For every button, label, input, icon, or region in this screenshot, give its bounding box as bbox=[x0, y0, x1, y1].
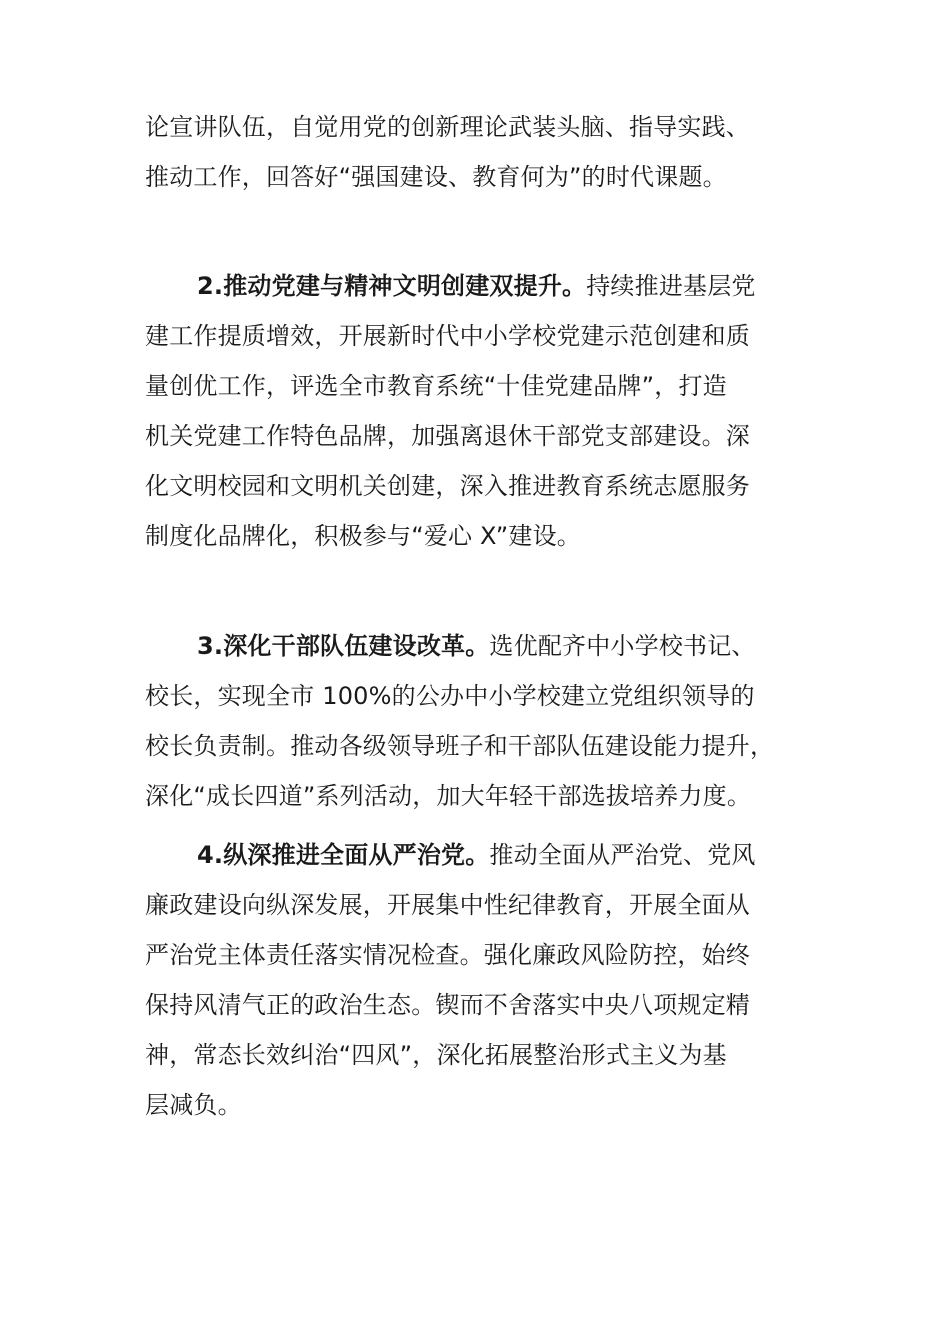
first-line bbox=[145, 261, 810, 311]
text-line: 廉政建设向纵深发展，开展集中性纪律教育，开展全面从 bbox=[145, 891, 750, 919]
text-line: 保持风清气正的政治生态。锲而不舍落实中央八项规定精 bbox=[145, 991, 750, 1019]
text-run: 选优配齐中小学校书记、 bbox=[489, 632, 756, 660]
first-line bbox=[145, 830, 810, 880]
text-run: 持续推进基层党 bbox=[586, 272, 756, 300]
text-line: 校长负责制。推动各级领导班子和干部队伍建设能力提升， bbox=[145, 732, 775, 760]
section-heading: 4.纵深推进全面从严治党。 bbox=[197, 841, 490, 869]
text-line: 校长，实现全市 100%的公办中小学校建立党组织领导的 bbox=[145, 682, 755, 710]
text-line: 机关党建工作特色品牌，加强离退休干部党支部建设。深 bbox=[145, 422, 750, 450]
paragraph-cadre-reform bbox=[145, 621, 810, 821]
paragraph-party-building bbox=[145, 261, 810, 561]
text-line: 量创优工作，评选全市教育系统“十佳党建品牌”，打造 bbox=[145, 372, 727, 400]
text-line: 制度化品牌化，积极参与“爱心 X”建设。 bbox=[145, 522, 581, 550]
text-line: 严治党主体责任落实情况检查。强化廉政风险防控，始终 bbox=[145, 941, 750, 969]
text-line: 深化“成长四道”系列活动，加大年轻干部选拔培养力度。 bbox=[145, 782, 752, 810]
text-run: 推动全面从严治党、党风 bbox=[489, 841, 756, 869]
paragraph-strict-governance bbox=[145, 830, 810, 1130]
paragraph-theory-study bbox=[145, 102, 810, 202]
text-line: 论宣讲队伍，自觉用党的创新理论武装头脑、指导实践、 bbox=[145, 113, 750, 141]
first-line bbox=[145, 621, 810, 671]
text-line: 神，常态长效纠治“四风”，深化拓展整治形式主义为基 bbox=[145, 1041, 727, 1069]
text-line: 层减负。 bbox=[145, 1091, 242, 1119]
text-line: 化文明校园和文明机关创建，深入推进教育系统志愿服务 bbox=[145, 472, 750, 500]
section-heading: 2.推动党建与精神文明创建双提升。 bbox=[197, 272, 587, 300]
text-line: 推动工作，回答好“强国建设、教育何为”的时代课题。 bbox=[145, 163, 727, 191]
section-heading: 3.深化干部队伍建设改革。 bbox=[197, 632, 490, 660]
text-line: 建工作提质增效，开展新时代中小学校党建示范创建和质 bbox=[145, 322, 750, 350]
